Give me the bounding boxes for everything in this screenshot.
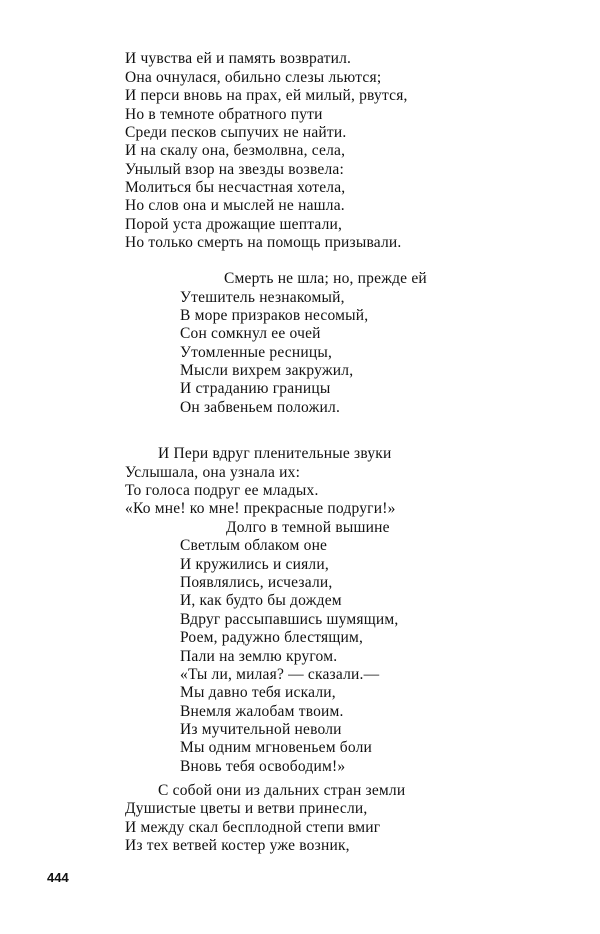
verse-line: В море призраков несомый, <box>180 307 369 324</box>
verse-line: Светлым облаком оне <box>180 537 328 554</box>
verse-line: Но в темноте обратного пути <box>125 106 323 123</box>
verse-line: «Ты ли, милая? — сказали.— <box>180 666 380 683</box>
verse-line: Утомленные ресницы, <box>180 344 333 361</box>
verse-line: Вдруг рассыпавшись шумящим, <box>180 611 399 628</box>
verse-line: Вновь тебя освободим!» <box>180 758 346 775</box>
verse-line: Но только смерть на помощь призывали. <box>125 234 402 251</box>
verse-line: Сон сомкнул ее очей <box>180 325 321 342</box>
verse-line: И Пери вдруг пленительные звуки <box>158 445 392 462</box>
verse-line: То голоса подруг ее младых. <box>125 482 319 499</box>
verse-line: Пали на землю кругом. <box>180 648 338 665</box>
page-number: 444 <box>47 870 69 885</box>
verse-line: Мы одним мгновеньем боли <box>180 739 373 756</box>
verse-line: Душистые цветы и ветви принесли, <box>125 800 368 817</box>
verse-line: Из тех ветвей костер уже возник, <box>125 837 350 854</box>
verse-line: С собой они из дальних стран земли <box>158 782 406 799</box>
verse-line: Он забвеньем положил. <box>180 399 341 416</box>
verse-line: Утешитель незнакомый, <box>180 289 345 306</box>
verse-line: Внемля жалобам твоим. <box>180 703 344 720</box>
verse-line: Порой уста дрожащие шептали, <box>125 216 343 233</box>
verse-line: Из мучительной неволи <box>180 721 342 738</box>
verse-line: И кружились и сияли, <box>180 556 329 573</box>
verse-line: И страданию границы <box>180 380 331 397</box>
verse-line: И, как будто бы дождем <box>180 592 342 609</box>
verse-line: Среди песков сыпучих не найти. <box>125 124 347 141</box>
verse-line: «Ко мне! ко мне! прекрасные подруги!» <box>125 500 396 517</box>
verse-line: И перси вновь на прах, ей милый, рвутся, <box>125 87 408 104</box>
verse-line: Молиться бы несчастная хотела, <box>125 179 346 196</box>
verse-line: Услышала, она узнала их: <box>125 464 301 481</box>
verse-line: Она очнулася, обильно слезы льются; <box>125 69 382 86</box>
verse-line: Роем, радужно блестящим, <box>180 629 364 646</box>
verse-line: И между скал бесплодной степи вмиг <box>125 819 381 836</box>
verse-line: И чувства ей и память возвратил. <box>125 50 352 67</box>
verse-line: Мысли вихрем закружил, <box>180 362 354 379</box>
verse-line: Смерть не шла; но, прежде ей <box>224 270 427 287</box>
verse-line: Появлялись, исчезали, <box>180 574 333 591</box>
verse-line: Долго в темной вышине <box>226 519 390 536</box>
verse-line: Унылый взор на звезды возвела: <box>125 161 344 178</box>
verse-line: И на скалу она, безмолвна, села, <box>125 142 346 159</box>
verse-line: Но слов она и мыслей не нашла. <box>125 197 345 214</box>
verse-line: Мы давно тебя искали, <box>180 684 336 701</box>
